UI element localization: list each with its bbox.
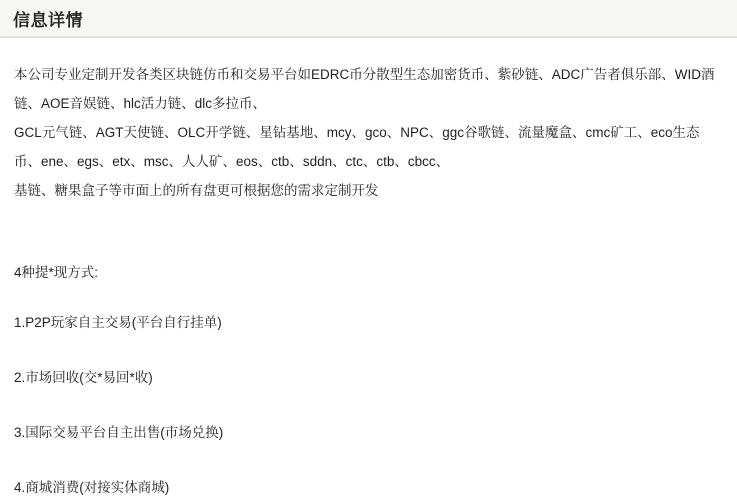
- list-item: 4.商城消费(对接实体商城): [14, 480, 170, 495]
- withdraw-methods-title: 4种提*现方式:: [14, 265, 99, 280]
- page-title: 信息详情: [13, 10, 83, 30]
- page-header: [0, 0, 737, 36]
- intro-paragraph: 本公司专业定制开发各类区块链仿币和交易平台如EDRC币分散型生态加密货币、紫砂链、ADC广告者俱乐部、WID酒链、AOE音娱链、hlc活力链、dlc多拉币、: [14, 67, 715, 111]
- section-spacer: [14, 205, 723, 263]
- coins-paragraph: GCL元气链、AGT天使链、OLC开学链、星钻基地、mcy、gco、NPC、ggc谷歌链、流量魔盒、cmc矿工、eco生态币、ene、egs、etx、msc、人人矿、eos、ctb、sddn、ctc、ctb、cbcc、: [14, 125, 700, 169]
- closing-paragraph: 基链、糖果盒子等市面上的所有盘更可根据您的需求定制开发: [14, 183, 379, 198]
- list-item: 1.P2P玩家自主交易(平台自行挂单): [14, 315, 222, 330]
- list-item: 3.国际交易平台自主出售(市场兑换): [14, 425, 224, 440]
- content-body: [0, 38, 737, 498]
- list-item: 2.市场回收(交*易回*收): [14, 370, 153, 385]
